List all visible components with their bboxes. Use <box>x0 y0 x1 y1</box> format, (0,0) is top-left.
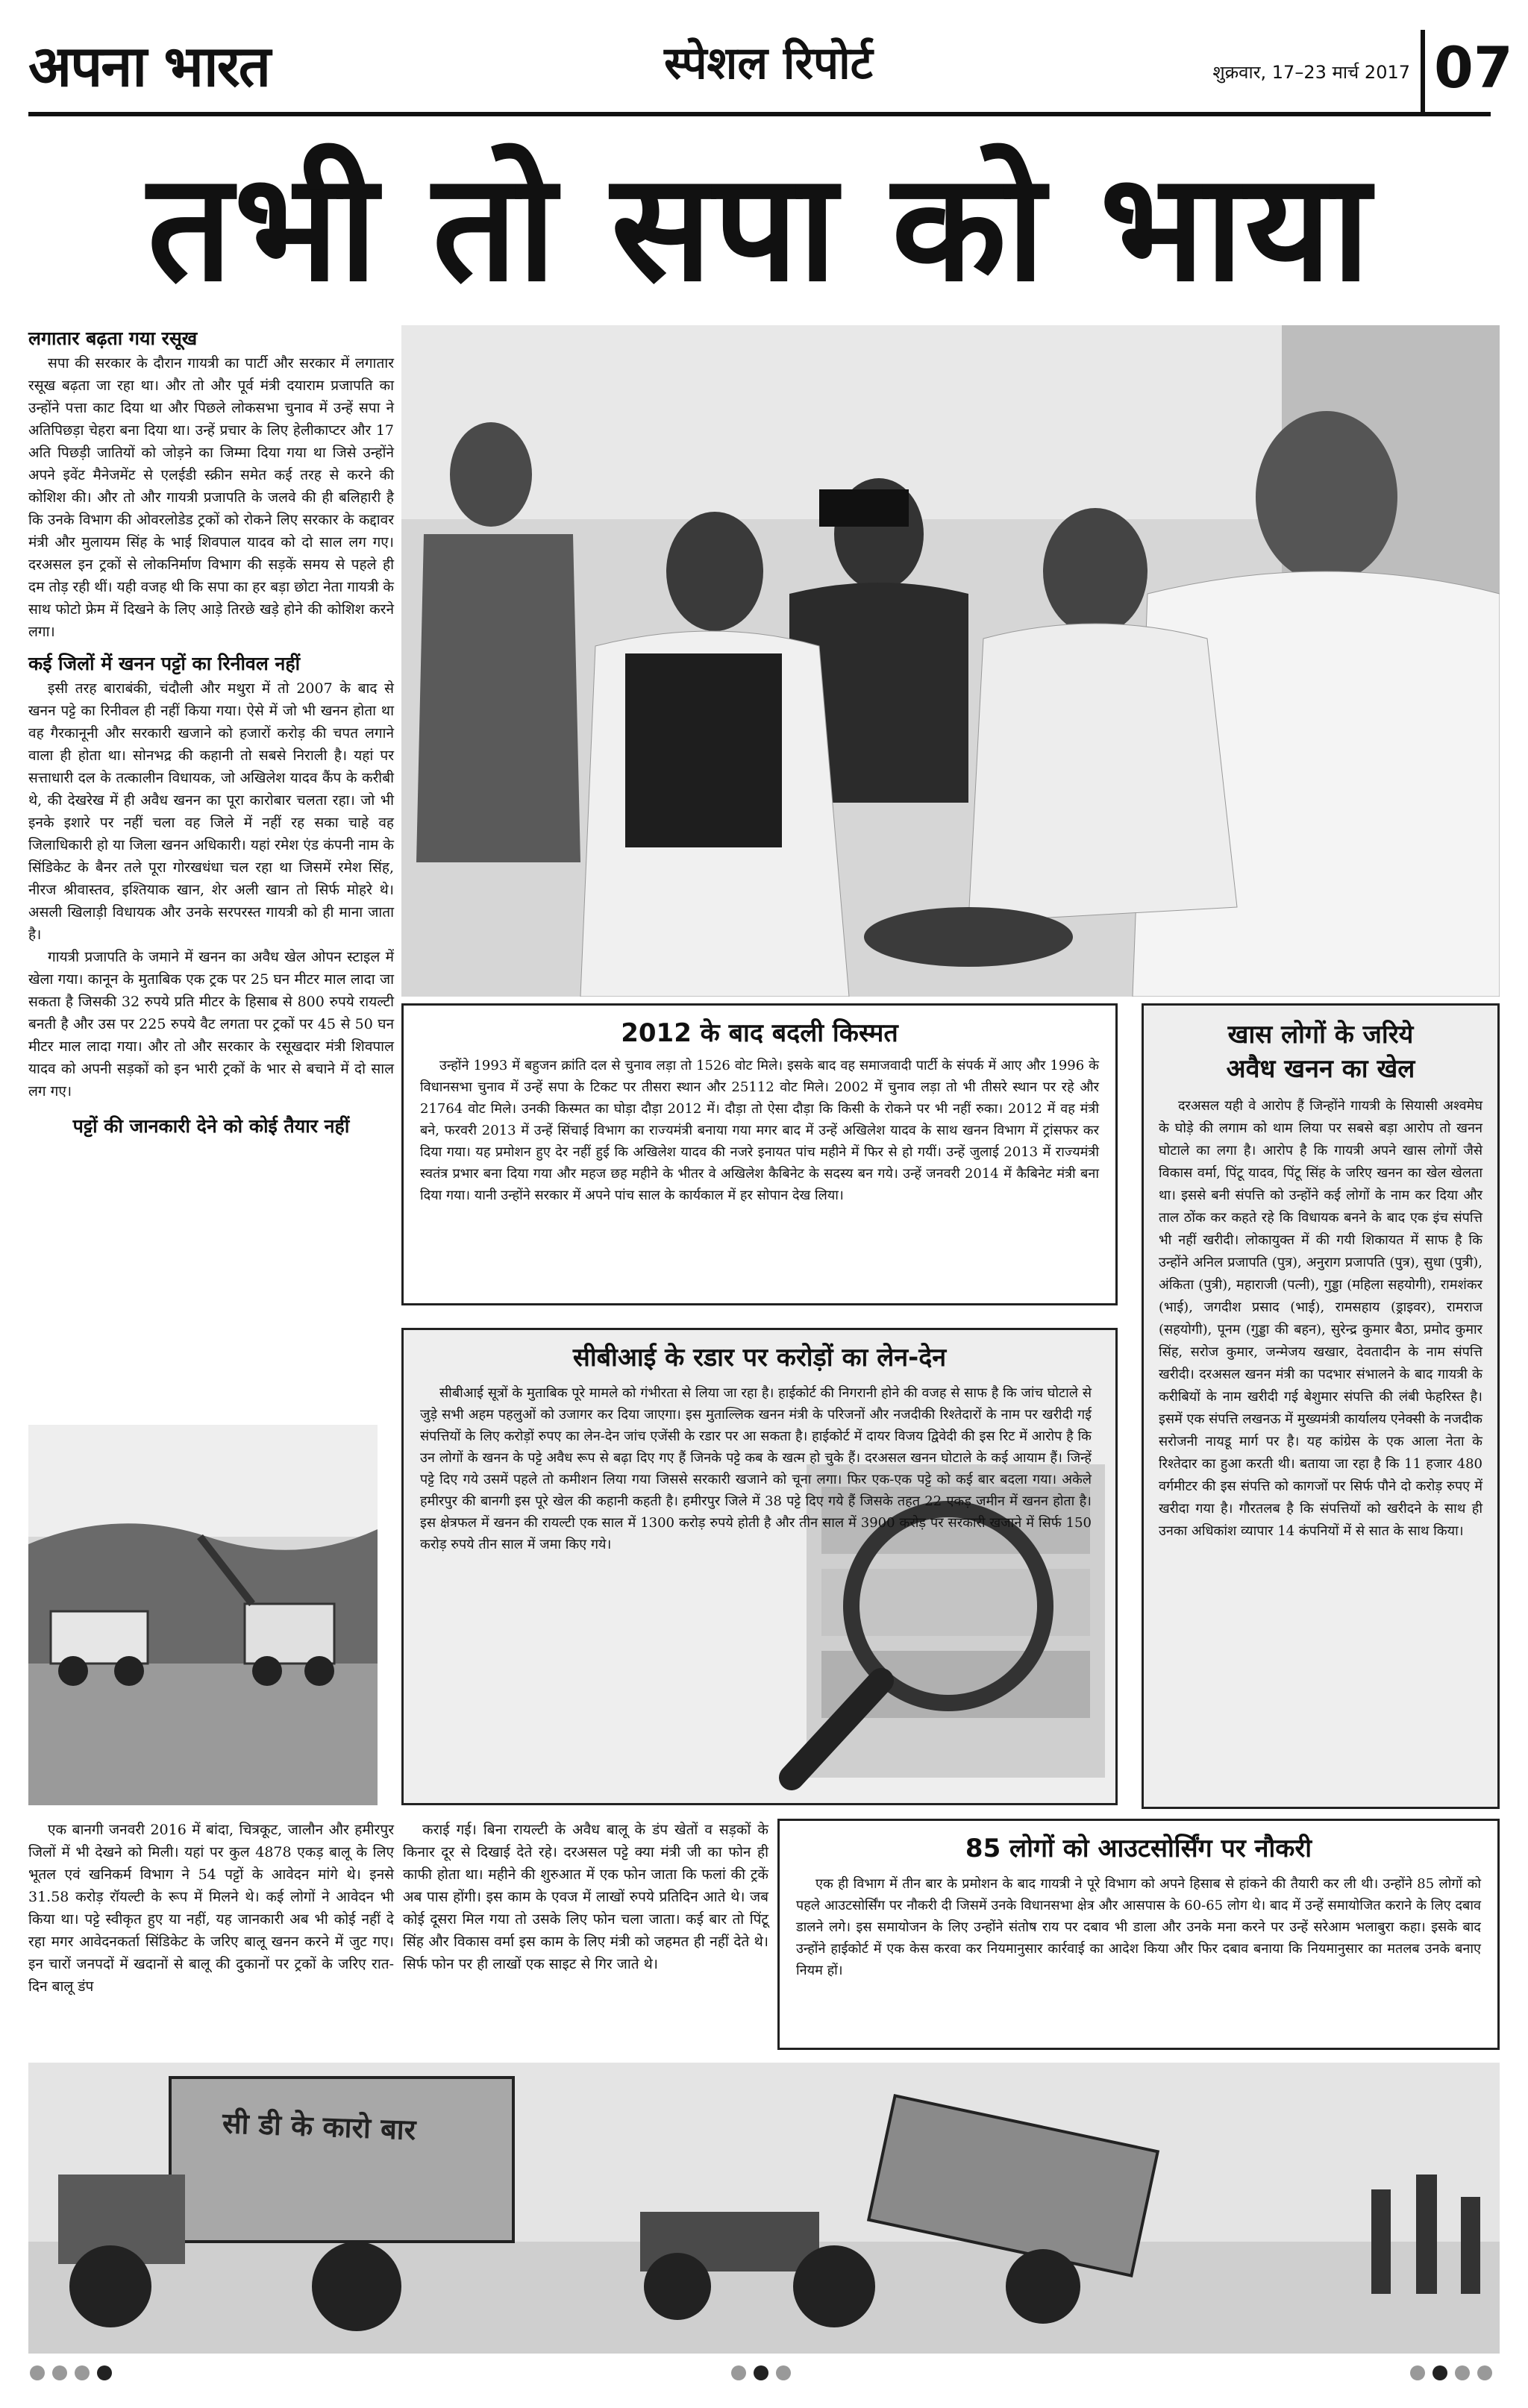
box-2012-title: 2012 के बाद बदली किस्मत <box>621 1018 898 1048</box>
issue-date: शुक्रवार, 17–23 मार्च 2017 <box>1212 62 1410 83</box>
left-column <box>28 325 394 1140</box>
section-title: स्पेशल रिपोर्ट <box>664 37 873 90</box>
main-photo <box>401 325 1500 997</box>
footer-dots-center <box>731 2362 791 2384</box>
paragraph-renewal: इसी तरह बाराबंकी, चंदौली और मथुरा में तो 2007 के बाद से खनन पट्टे का रिनीवल ही नहीं किया गया। ऐसे में जो भी खनन होता था वह गैरकानूनी और सरकारी खजाने को हजारों करोड़ की चपत लगाने वाला ही होता था। सोनभद्र की कहानी तो सबसे निराली है। यहां पर सत्ताधारी दल के तत्कालीन विधायक, जो अखिलेश यादव कैंप के करीबी थे, की देखरेख में ही अवैध खनन का पूरा कारोबार चलता रहा। जो भी इनके इशारे पर नहीं चला वह जिले में नहीं रह सका चाहे वह जिलाधिकारी हो या जिला खनन अधिकारी। यहां रमेश एंड कंपनी नाम के सिंडिकेट के बैनर तले पूरा गोरखधंधा चल रहा था जिसमें रमेश सिंह, नीरज श्रीवास्तव, इश्तियाक खान, शेर अली खान तो सिर्फ मोहरे थे। असली खिलाड़ी विधायक और उनके सरपरस्त गायत्री को ही माना जाता है। <box>28 680 394 943</box>
paragraph-overload: गायत्री प्रजापति के जमाने में खनन का अवैध खेल ओपन स्टाइल में खेला गया। कानून के मुताबिक एक ट्रक पर 25 घन मीटर माल लादा जा सकता है जिसकी 32 रुपये प्रति मीटर के हिसाब से 800 रुपये रायल्टी बनती है और उस पर 225 रुपये वैट लगता पर ट्रकों पर 45 से 50 घन मीटर माल लादा गया। और तो और सरकार के रसूखदार मंत्री शिवपाल यादव को अपनी सड़कों को इन भारी ट्रकों के भार से बचाने में दो साल लग गए। <box>28 949 394 1100</box>
box-85-body: एक ही विभाग में तीन बार के प्रमोशन के बाद गायत्री ने पूरे विभाग को अपने हिसाब से हांकने की तैयारी कर ली थी। उन्होंने 85 लोगों को पहले आउटसोर्सिंग पर नौकरी दी जिसमें उनके विधानसभा क्षेत्र और आसपास के 60-65 लोग थे। बाद में उन्हें समायोजित कराने के लिए दबाव डालने लगे। इस समायोजन के लिए उन्होंने संतोष राय पर दबाव भी डाला और उनके मना करने पर उन्हें सरेआम भलाबुरा कहा। इसके बाद उन्होंने हाईकोर्ट में एक केस करवा कर नियमानुसार कार्रवाई का आदेश किया और फिर दबाव बनाया कि नियमानुसार का मतलब उनके बनाए नियम हों। <box>796 1876 1481 1978</box>
footer-dot <box>754 2365 768 2380</box>
box-cbi-body: सीबीआई सूत्रों के मुताबिक पूरे मामले को गंभीरता से लिया जा रहा है। हाईकोर्ट की निगरानी होने की वजह से साफ है कि जांच घोटाले से जुड़े सभी अहम पहलुओं को उजागर कर दिया जाएगा। इस मुताल्लिक खनन मंत्री के परिजनों और नजदीकी रिश्तेदारों के नाम पर खरीदी गई संपत्तियों के लिए करोड़ों रुपए का लेन-देन जांच एजेंसी के रडार पर आ सकता है। हाईकोर्ट में दायर विजय द्विवेदी की इस रिट में आरोप है कि उन लोगों के खनन के पट्टे अवैध रूप से बढ़ा दिए गए हैं जिनके पट्टे कब के खत्म हो चुके हैं। दरअसल खनन घोटाले के कई आयाम हैं। जिन्हें पट्टे दिए गये उसमें पहले तो कमीशन लिया गया जिससे सरकारी खजाने को चूना लगा। फिर एक-एक पट्टे को कई बार बदला गया। अकेले हमीरपुर की बानगी इस पूरे खेल की कहानी कहती है। हमीरपुर जिले में 38 पट्टे दिए गये हैं जिसके तहत 22 एकड़ जमीन में खनन होता है। इस क्षेत्रफल में खनन की रायल्टी एक साल में 1300 करोड़ रुपये होती है और तीन साल में 3900 करोड़ पर सरकारी खजाने में सिर्फ 150 करोड़ रुपये तीन साल में जमा किए गये। <box>420 1385 1092 1552</box>
box-khas <box>1142 1003 1500 1809</box>
footer-dots-right <box>1410 2362 1492 2384</box>
box-khas-title-1: खास लोगों के जरिये <box>1227 1020 1414 1050</box>
main-headline: तभी तो सपा को भाया <box>147 139 1372 315</box>
footer-dot <box>1477 2365 1492 2380</box>
footer-dot <box>1410 2365 1425 2380</box>
box-85 <box>777 1819 1500 2050</box>
footer-dot <box>97 2365 112 2380</box>
page-number: 07 <box>1434 34 1513 101</box>
box-khas-title-2: अवैध खनन का खेल <box>1226 1054 1415 1084</box>
box-khas-body: दरअसल यही वे आरोप हैं जिन्होंने गायत्री के सियासी अश्वमेघ के घोड़े की लगाम को थाम लिया पर सबसे बड़ा आरोप तो खनन घोटाले का लगा है। आरोप है कि गायत्री अपने खास लोगों जैसे विकास वर्मा, पिंटू यादव, पिंटू सिंह के जरिए खनन का खेल खेलता था। इससे बनी संपत्ति को उन्होंने कई लोगों के नाम कर दिया और ताल ठोंक कर कहते रहे कि विधायक बनने के बाद एक इंच संपत्ति भी नहीं खरीदी। लोकायुक्त में की गयी शिकायत में साफ है कि उन्होंने अनिल प्रजापति (पुत्र), अनुराग प्रजापति (पुत्र), सुधा (पुत्री), अंकिता (पुत्री), महाराजी (पत्नी), गुड्डा (महिला सहयोगी), रामशंकर (भाई), जगदीश प्रसाद (भाई), रामसहाय (ड्राइवर), रामराज (सहयोगी), पूनम (गुड्डा की बहन), सुरेन्द्र कुमार बैठा, प्रमोद कुमार सिंह, सरोज कुमार, जन्मेजय खखार, देवतादीन के नाम संपत्ति खरीदी। दरअसल खनन मंत्री का पदभार संभालने के बाद गायत्री के करीबियों के नाम खरीदी गई बेशुमार संपत्ति की लंबी फेहरिस्त है। इसमें एक संपत्ति लखनऊ में मुख्यमंत्री कार्यालय एनेक्सी के नजदीक सरोजनी नायडू मार्ग पर है। यह कांग्रेस के एक आला नेता के रिश्तेदार का हुआ करती थी। बताया जा रहा है कि 11 हजार 480 वर्गमीटर की इस संपत्ति को कागजों पर सिर्फ पौने दो करोड़ रुपए में खरीदा गया है। गौरतलब है कि संपत्तियों को खरीदने के साथ ही उनका अधिकांश व्यापार 14 कंपनियों में से सात के साथ किया। <box>1159 1098 1482 1539</box>
footer-dot <box>30 2365 45 2380</box>
box-85-title: 85 लोगों को आउटसोर्सिंग पर नौकरी <box>965 1834 1312 1863</box>
masthead-logo: अपना भारत <box>28 33 270 99</box>
footer-dot <box>52 2365 67 2380</box>
footer-dot <box>1455 2365 1470 2380</box>
trucks-photo <box>28 2063 1500 2354</box>
subheading-patte: पट्टों की जानकारी देने को कोई तैयार नहीं <box>72 1115 350 1137</box>
subheading-rasookh: लगातार बढ़ता गया रसूख <box>28 327 198 349</box>
masthead-divider <box>1421 30 1425 112</box>
box-cbi-title: सीबीआई के रडार पर करोड़ों का लेन-देन <box>572 1343 947 1373</box>
box-2012 <box>401 1003 1118 1305</box>
footer-dot <box>776 2365 791 2380</box>
bottom-column-2: कराई गई। बिना रायल्टी के अवैध बालू के डंप खेतों व सड़कों के किनार दूर से दिखाई देते रहे। दरअसल पट्टे क्या मंत्री जी का फोन ही काफी होता था। महीने की शुरुआत में एक फोन जाता कि फलां की ट्रकें अब पास होंगी। इस काम के एवज में लाखों रुपये प्रतिदिन आते थे। जब कोई दूसरा मिल गया तो उसके लिए फोन चला जाता। कई बार तो पिंटू सिंह और विकास वर्मा इस काम के लिए मंत्री को जहमत ही नहीं देते थे। सिर्फ फोन पर ही लाखों एक साइट से गिर जाते थे। <box>403 1822 768 1972</box>
box-2012-body: उन्होंने 1993 में बहुजन क्रांति दल से चुनाव लड़ा तो 1526 वोट मिले। इसके बाद वह समाजवादी पार्टी के संपर्क में आए और 1996 के विधानसभा चुनाव में उन्हें सपा के टिकट पर तीसरा स्थान और 25112 वोट मिले। 2002 में चुनाव लड़ा तो भी तीसरे स्थान पर रहे और 21764 वोट मिले। उनकी किस्मत का घोड़ा दौड़ा 2012 में। दौड़ा तो ऐसा दौड़ा कि किसी के रोकने पर भी नहीं रुका। 2012 में वह मंत्री बने, फरवरी 2013 में उन्हें सिंचाई विभाग का राज्यमंत्री बनाया गया मगर बाद में उन्हें अखिलेश यादव के साथ खनन विभाग में ट्रांसफर कर दिया गया। यह प्रमोशन हुए देर नहीं हुई कि अखिलेश यादव की नजरे इनायत पांच महीने में फिर से हो गयीं। उन्हें जुलाई 2013 में राज्यमंत्री स्वतंत्र प्रभार बना दिया गया और महज छह महीने के भीतर वे अखिलेश कैबिनेट के सदस्य बन गये। उन्हें जनवरी 2014 में कैबिनेट मंत्री बना दिया गया। यानी उन्होंने सरकार में अपने पांच साल के कार्यकाल में हर सोपान देख लिया। <box>420 1058 1099 1203</box>
footer-dots-left <box>30 2362 112 2384</box>
footer-dot <box>1432 2365 1447 2380</box>
bottom-column-1: एक बानगी जनवरी 2016 में बांदा, चित्रकूट, जालौन और हमीरपुर जिलों में भी देखने को मिली। यहां पर कुल 4878 एकड़ बालू के लिए भूतल एवं खनिकर्म विभाग ने 54 पट्टों के आवेदन मांगे थे। इनसे 31.58 करोड़ रॉयल्टी के रूप में मिलने थे। कई लोगों ने आवेदन भी किया था। पट्टे स्वीकृत हुए या नहीं, यह जानकारी अब भी कोई नहीं दे रहा मगर आवेदनकर्ता सिंडिकेट के जरिए बालू खनन करने में जुट गए। इन चारों जनपदों में खदानों से बालू की दुकानों पर ट्रकों के जरिए रात-दिन बालू डंप <box>28 1822 394 1995</box>
paragraph-rasookh: सपा की सरकार के दौरान गायत्री का पार्टी और सरकार में लगातार रसूख बढ़ता जा रहा था। और तो और पूर्व मंत्री दयाराम प्रजापति का उन्होंने पत्ता काट दिया था और पिछले लोकसभा चुनाव में उन्हें सपा ने अतिपिछड़ा चेहरा बना दिया था। उन्हें प्रचार के लिए हेलीकाप्टर और 17 अति पिछड़ी जातियों को जोड़ने का जिम्मा दिया गया था जिसे उन्होंने अपने इवेंट मैनेजमेंट से एलईडी स्क्रीन समेत कई तरह से करने की कोशिश की। और तो और गायत्री प्रजापति के जलवे की ही बलिहारी है कि उनके विभाग की ओवरलोडेड ट्रकों को रोकने लिए सरकार के कद्दावर मंत्री और मुलायम सिंह के भाई शिवपाल यादव को दो साल लग गए। दरअसल इन ट्रकों से लोकनिर्माण विभाग की सड़कें समय से पहले ही दम तोड़ रही थीं। यही वजह थी कि सपा का हर बड़ा छोटा नेता गायत्री के साथ फोटो फ्रेम में दिखने के लिए आड़े तिरछे खड़े होने की कोशिश करने लगा। <box>28 355 394 640</box>
mining-photo <box>28 1425 378 1805</box>
masthead-rule <box>28 112 1491 116</box>
truck-lettering: सी डी के कारो बार <box>222 2106 417 2147</box>
subheading-renewal: कई जिलों में खनन पट्टों का रिनीवल नहीं <box>28 653 301 674</box>
box-cbi <box>401 1328 1118 1805</box>
footer-dot <box>75 2365 90 2380</box>
footer-dot <box>731 2365 746 2380</box>
